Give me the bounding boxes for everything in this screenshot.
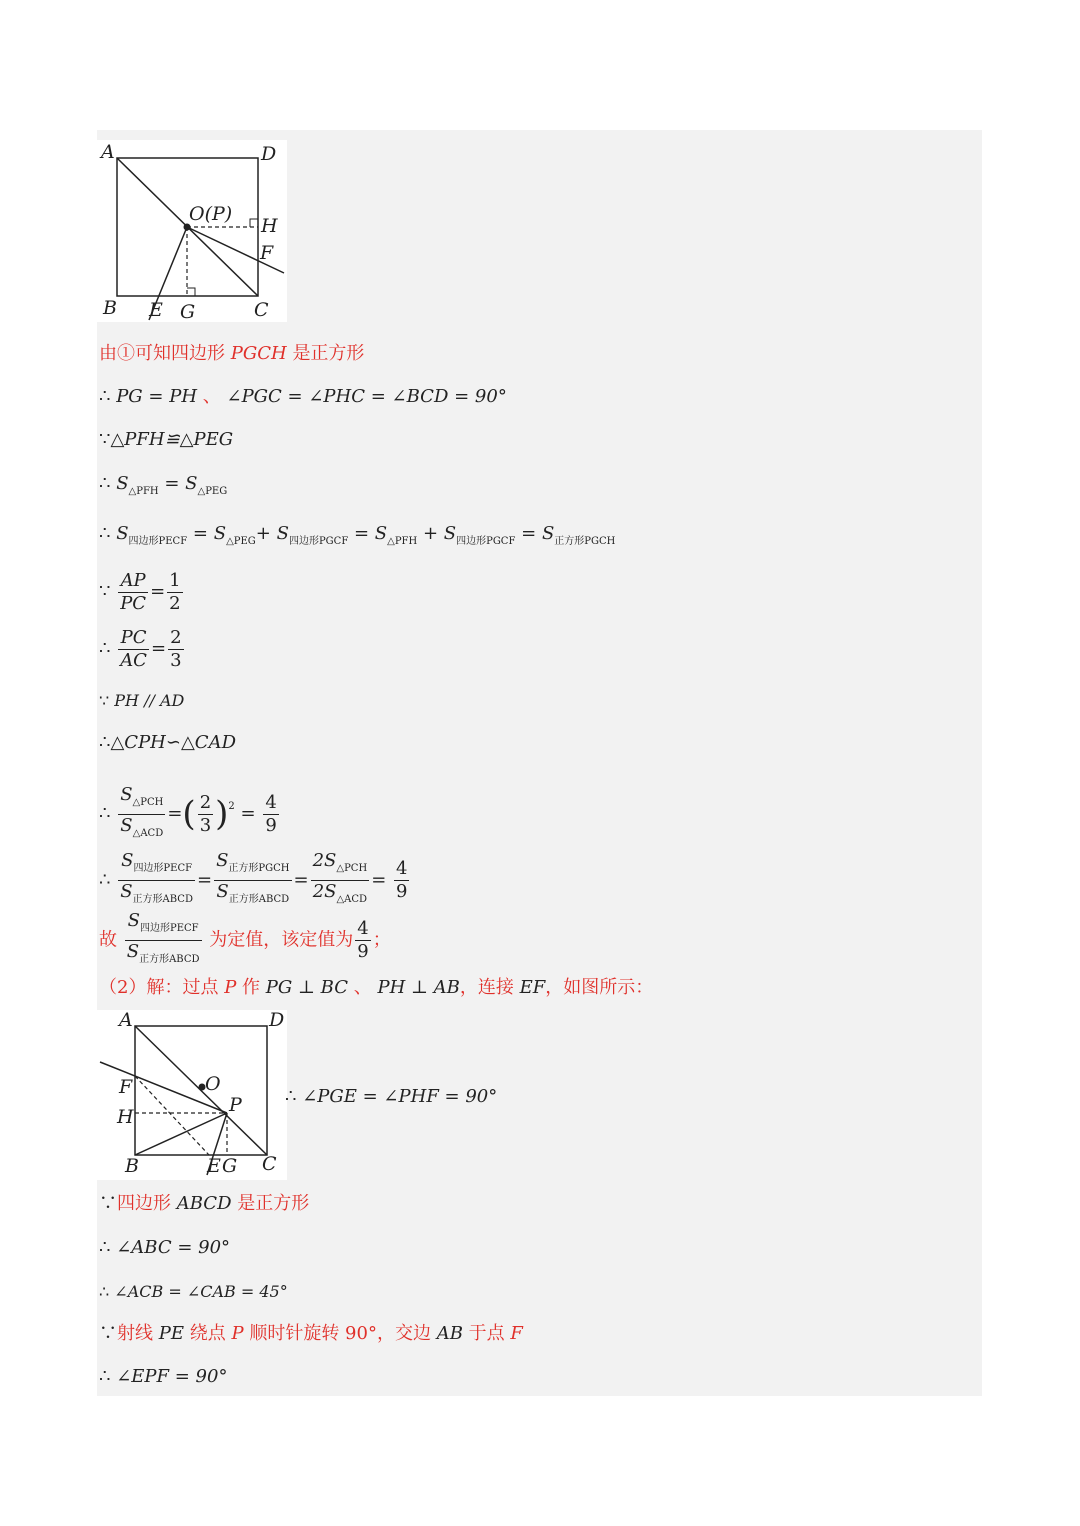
sub: 四边形PECF bbox=[139, 923, 199, 934]
s: S bbox=[127, 910, 140, 931]
line-abcd-square bbox=[99, 1192, 309, 1216]
s: S bbox=[116, 523, 129, 544]
line-ratio-chain: ∴ $\frac{S_{四边形PECF}}{S_{正方形ABCD}}$ = $\frac{S_{正方形PGCH}}{S_{正方形ABCD}}$ = $\frac{2S_{\triangle PCH}}{2S_{\triangle ACD}}$ = $\frac{4}{9}$ bbox=[99, 850, 411, 911]
label-c: C bbox=[262, 1153, 277, 1175]
line-abc-90 bbox=[99, 1236, 230, 1260]
line-acb-45 bbox=[99, 1280, 288, 1304]
label-p: P bbox=[229, 1094, 242, 1116]
s: S bbox=[121, 850, 134, 871]
var: F bbox=[510, 1323, 523, 1344]
sub: △PEG bbox=[226, 536, 256, 547]
segment-bp bbox=[135, 1113, 227, 1155]
line-pc-ac: ∴ $\frac{PC}{AC}$ = $\frac{2}{3}$ bbox=[99, 626, 182, 671]
var: P bbox=[224, 977, 237, 998]
text: 是正方形 bbox=[292, 343, 365, 364]
plus: + bbox=[255, 523, 271, 544]
therefore-symbol: ∴ bbox=[285, 1086, 297, 1107]
two-s: 2S bbox=[312, 850, 337, 871]
because-symbol: ∵ bbox=[99, 1323, 117, 1344]
prefix: 故 bbox=[99, 929, 117, 951]
figure-square-2 bbox=[97, 1010, 287, 1180]
expr: EF bbox=[519, 977, 546, 998]
fraction bbox=[394, 858, 409, 903]
label-b: B bbox=[103, 297, 117, 319]
num: PC bbox=[118, 627, 149, 650]
num: 4 bbox=[396, 858, 408, 879]
fraction bbox=[263, 792, 278, 837]
label-a: A bbox=[101, 141, 115, 163]
sub: 正方形PGCH bbox=[554, 536, 616, 547]
den: 9 bbox=[265, 814, 277, 836]
line-area-chain: ∴ $S_{四边形PECF} = S_{\triangle PEG}+ S_{四边形PGCF} = S_{\triangle PFH} + S_{四边形PGCF} = S_{正方形PGCH}$ bbox=[99, 523, 616, 547]
fraction bbox=[198, 792, 213, 837]
right-angle-h bbox=[250, 219, 258, 227]
sep: 、 bbox=[202, 386, 221, 407]
label-a: A bbox=[119, 1010, 133, 1031]
label-op: O(P) bbox=[189, 203, 233, 225]
sub: 正方形ABCD bbox=[228, 894, 290, 905]
figure-2-svg bbox=[97, 1010, 287, 1180]
line-pg-eq-ph bbox=[99, 385, 507, 409]
s: S bbox=[116, 473, 129, 494]
text: ，如图所示： bbox=[545, 977, 654, 998]
var: P bbox=[231, 1323, 244, 1344]
sep: 、 bbox=[353, 977, 372, 998]
line-area-eq: ∴ $S_{\triangle PFH} = S_{\triangle PEG}$ bbox=[99, 473, 228, 497]
den: AC bbox=[120, 649, 147, 671]
line-similar bbox=[99, 731, 236, 755]
expr: PH ⊥ AB bbox=[377, 977, 460, 998]
label-c: C bbox=[254, 299, 269, 321]
line-ap-pc: ∵ $\frac{AP}{PC}$ = $\frac{1}{2}$ bbox=[99, 569, 181, 614]
expr: ∠PGE = ∠PHF = 90° bbox=[302, 1086, 498, 1107]
therefore-symbol: ∴ bbox=[99, 523, 111, 544]
text: （2）解：过点 bbox=[99, 977, 219, 998]
text: 四边形 bbox=[117, 1193, 171, 1214]
figure-1-svg bbox=[97, 140, 287, 322]
den: 3 bbox=[199, 814, 212, 836]
label-e: E bbox=[207, 1155, 221, 1177]
den: PC bbox=[120, 592, 147, 614]
text: 绕点 bbox=[189, 1323, 226, 1344]
num: 4 bbox=[357, 918, 369, 939]
den: 9 bbox=[357, 941, 369, 962]
den: 3 bbox=[170, 649, 182, 671]
therefore-symbol: ∴ bbox=[99, 386, 111, 407]
text: ，连接 bbox=[459, 977, 514, 998]
den: 2 bbox=[169, 592, 181, 614]
fraction: $\frac{S_{\triangle PCH}}{S_{\triangle ACD}}$ bbox=[120, 783, 164, 839]
text: 于点 bbox=[468, 1323, 505, 1344]
because-symbol: ∵ bbox=[99, 691, 110, 710]
label-d: D bbox=[261, 143, 277, 165]
sub: △PCH bbox=[132, 796, 164, 808]
label-f: F bbox=[260, 242, 274, 264]
solution-sheet bbox=[97, 130, 982, 1396]
because-symbol: ∵ bbox=[99, 1193, 117, 1214]
expr: PG = PH bbox=[116, 386, 198, 407]
line-area-ratio: ∴ $\frac{S_{\triangle PCH}}{S_{\triangle ACD}}$ =( $\frac{2}{3}$ )$^2$ = $\frac{4}{9}$ bbox=[99, 782, 281, 845]
fraction bbox=[118, 627, 149, 672]
label-g: G bbox=[222, 1155, 238, 1177]
sub: 四边形PECF bbox=[128, 536, 188, 547]
var: AB bbox=[436, 1323, 463, 1344]
therefore-symbol: ∴ bbox=[99, 473, 111, 494]
right-angle-g bbox=[187, 288, 195, 296]
line-pgch-square bbox=[99, 342, 364, 366]
sub: 正方形ABCD bbox=[139, 954, 200, 965]
sub: 正方形ABCD bbox=[132, 894, 193, 905]
expr: △CPH∽△CAD bbox=[110, 732, 237, 753]
num: 2 bbox=[199, 791, 212, 813]
num: 1 bbox=[169, 569, 181, 591]
expr: △PFH≌△PEG bbox=[110, 429, 234, 450]
sub: 四边形PECF bbox=[133, 863, 193, 874]
label-f: F bbox=[119, 1076, 133, 1098]
label-e: E bbox=[149, 299, 163, 321]
line-rotation bbox=[99, 1322, 523, 1346]
line-constant-value bbox=[99, 910, 391, 971]
expr: ∠EPF = 90° bbox=[116, 1366, 228, 1387]
fraction: $\frac{S_{四边形PECF}}{S_{正方形ABCD}}$ bbox=[120, 850, 193, 905]
sub: △PFH bbox=[128, 486, 159, 497]
therefore-symbol: ∴ bbox=[99, 732, 111, 753]
diagonal-ac bbox=[135, 1026, 267, 1155]
because-symbol: ∵ bbox=[99, 429, 111, 450]
var: PGCH bbox=[230, 343, 287, 364]
expr: ∠ACB = ∠CAB = 45° bbox=[114, 1282, 288, 1301]
sub: 四边形PGCF bbox=[456, 536, 516, 547]
expr: PG ⊥ BC bbox=[265, 977, 348, 998]
sub: △ACD bbox=[132, 827, 164, 839]
fraction bbox=[355, 918, 370, 963]
text: 作 bbox=[242, 977, 261, 998]
therefore-symbol: ∴ bbox=[99, 1237, 111, 1258]
label-b: B bbox=[125, 1155, 139, 1177]
fraction: $\frac{S_{正方形PGCH}}{S_{正方形ABCD}}$ bbox=[216, 850, 290, 905]
sub: 四边形PGCF bbox=[288, 536, 349, 547]
num: AP bbox=[118, 570, 148, 593]
therefore-symbol: ∴ bbox=[99, 803, 111, 824]
text: 为定值，该定值为 bbox=[209, 929, 354, 951]
expr: ∠PGC = ∠PHC = ∠BCD = 90° bbox=[226, 386, 507, 407]
sub: △ACD bbox=[336, 894, 368, 905]
var: ABCD bbox=[176, 1193, 232, 1214]
label-h: H bbox=[261, 215, 278, 237]
line-epf-90 bbox=[99, 1365, 227, 1389]
var: PE bbox=[158, 1323, 184, 1344]
because-symbol: ∵ bbox=[99, 581, 111, 602]
label-g: G bbox=[180, 301, 196, 322]
figure-square-1 bbox=[97, 140, 287, 322]
text: 射线 bbox=[117, 1323, 153, 1344]
text: 顺时针旋转 90°，交边 bbox=[249, 1323, 431, 1344]
text: 是正方形 bbox=[237, 1193, 310, 1214]
fraction bbox=[167, 570, 182, 615]
fraction: $\frac{S_{四边形PECF}}{S_{正方形ABCD}}$ bbox=[126, 910, 200, 965]
expr: PH // AD bbox=[114, 691, 185, 710]
text: 由①可知四边形 bbox=[99, 343, 225, 364]
num: 2 bbox=[170, 626, 182, 648]
fraction bbox=[118, 570, 148, 615]
label-d: D bbox=[269, 1010, 285, 1031]
exp: 2 bbox=[228, 801, 235, 812]
label-o: O bbox=[205, 1073, 221, 1095]
sub: △PCH bbox=[336, 863, 368, 874]
line-congruent bbox=[99, 428, 233, 452]
text: ； bbox=[372, 929, 391, 951]
sub: △PFH bbox=[387, 536, 418, 547]
therefore-symbol: ∴ bbox=[99, 1366, 111, 1387]
therefore-symbol: ∴ bbox=[99, 638, 111, 659]
num: 4 bbox=[265, 791, 277, 813]
line-parallel bbox=[99, 689, 184, 713]
eq: = bbox=[164, 473, 180, 494]
line-part2-intro bbox=[99, 976, 653, 1000]
line-right-angles bbox=[285, 1085, 497, 1109]
therefore-symbol: ∴ bbox=[99, 1282, 110, 1301]
den: 9 bbox=[396, 881, 408, 902]
s: S bbox=[120, 783, 133, 805]
fraction bbox=[168, 627, 183, 672]
sub: 正方形PGCH bbox=[228, 863, 290, 874]
therefore-symbol: ∴ bbox=[99, 869, 111, 891]
fraction: $\frac{2S_{\triangle PCH}}{2S_{\triangle ACD}}$ bbox=[312, 850, 368, 905]
label-h: H bbox=[117, 1106, 134, 1128]
eq: = bbox=[192, 523, 208, 544]
sub: △PEG bbox=[197, 486, 228, 497]
expr: ∠ABC = 90° bbox=[116, 1237, 231, 1258]
